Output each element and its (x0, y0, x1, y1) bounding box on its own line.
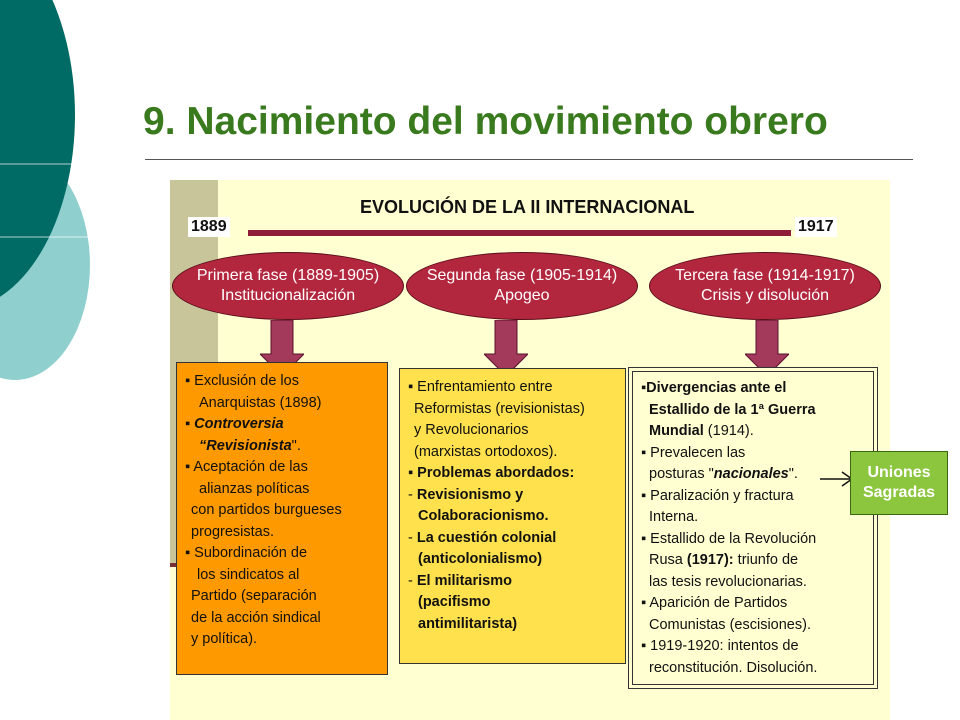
list-item: ▪ Aparición de Partidos (641, 595, 788, 611)
list-item: Rusa (1917): triunfo de (649, 552, 799, 568)
list-item: de la acción sindical (191, 609, 321, 626)
list-item: ▪ Problemas abordados: (408, 465, 575, 481)
list-item: y Revolucionarios (414, 422, 529, 438)
phase-2-subtitle: Apogeo (494, 287, 550, 304)
list-item: Comunistas (escisiones). (649, 616, 811, 633)
list-item: Reformistas (revisionistas) (414, 400, 585, 417)
list-item: (anticolonialismo) (418, 551, 543, 567)
list-item: alianzas políticas (199, 480, 310, 497)
phase-1-subtitle: Institucionalización (220, 287, 356, 304)
slide-title: 9. Nacimiento del movimiento obrero (143, 100, 828, 143)
list-item: ▪ Aceptación de las (185, 459, 308, 475)
list-item: “Revisionista". (199, 437, 301, 454)
list-item: antimilitarista) (418, 615, 518, 632)
list-item: - El militarismo (408, 572, 512, 589)
phase-2-details (399, 368, 626, 664)
list-item: (pacifismo (418, 594, 491, 610)
list-item: ▪ Estallido de la Revolución (641, 530, 817, 547)
year-end: 1917 (795, 217, 837, 237)
list-item: y política). (191, 631, 258, 647)
list-item: Anarquistas (1898) (199, 394, 322, 411)
phase-2-ellipse (406, 252, 638, 320)
list-item: Estallido de la 1ª Guerra (649, 401, 816, 418)
right-arrow-icon (820, 470, 854, 488)
list-item: progresistas. (191, 523, 275, 540)
list-item: los sindicatos al (197, 566, 300, 583)
phase-1-details (176, 362, 388, 675)
list-item: reconstitución. Disolución. (649, 659, 818, 676)
phase-1-ellipse (172, 252, 404, 320)
list-item: Mundial (1914). (649, 423, 754, 439)
list-item: ▪ Prevalecen las (641, 444, 746, 461)
list-item: ▪ Subordinación de (185, 545, 308, 561)
list-item: - La cuestión colonial (408, 529, 557, 546)
list-item: ▪Divergencias ante el (641, 380, 787, 396)
list-item: ▪ Controversia (185, 416, 284, 432)
unions-line-2: Sagradas (862, 484, 936, 501)
list-item: Colaboracionismo. (418, 508, 549, 524)
list-item: Partido (separación (191, 588, 317, 604)
decorative-band (0, 163, 95, 165)
list-item: ▪ Paralización y fractura (641, 487, 794, 504)
phase-1-title: Primera fase (1889-1905) (196, 267, 380, 284)
list-item: posturas "nacionales". (649, 466, 798, 482)
uniones-sagradas-label (850, 451, 948, 515)
phase-2-title: Segunda fase (1905-1914) (426, 267, 618, 284)
title-divider (145, 159, 913, 160)
decorative-band (0, 236, 95, 238)
list-item: con partidos burgueses (191, 502, 342, 518)
list-item: ▪ Enfrentamiento entre (408, 379, 553, 395)
list-item: - Revisionismo y (408, 486, 524, 503)
diagram-heading: EVOLUCIÓN DE LA II INTERNACIONAL (360, 197, 695, 217)
phase-3-details (628, 367, 878, 689)
unions-line-1: Uniones (867, 464, 931, 481)
year-start: 1889 (188, 217, 230, 237)
phase-3-details-inner (632, 371, 874, 685)
timeline-bar (248, 230, 791, 236)
phase-3-ellipse (649, 252, 881, 320)
phase-3-subtitle: Crisis y disolución (700, 287, 830, 304)
phase-3-title: Tercera fase (1914-1917) (675, 267, 855, 284)
list-item: Interna. (649, 509, 699, 525)
list-item: (marxistas ortodoxos). (414, 443, 558, 460)
list-item: las tesis revolucionarias. (649, 573, 807, 590)
list-item: ▪ Exclusión de los (185, 373, 299, 389)
list-item: ▪ 1919-1920: intentos de (641, 638, 799, 654)
